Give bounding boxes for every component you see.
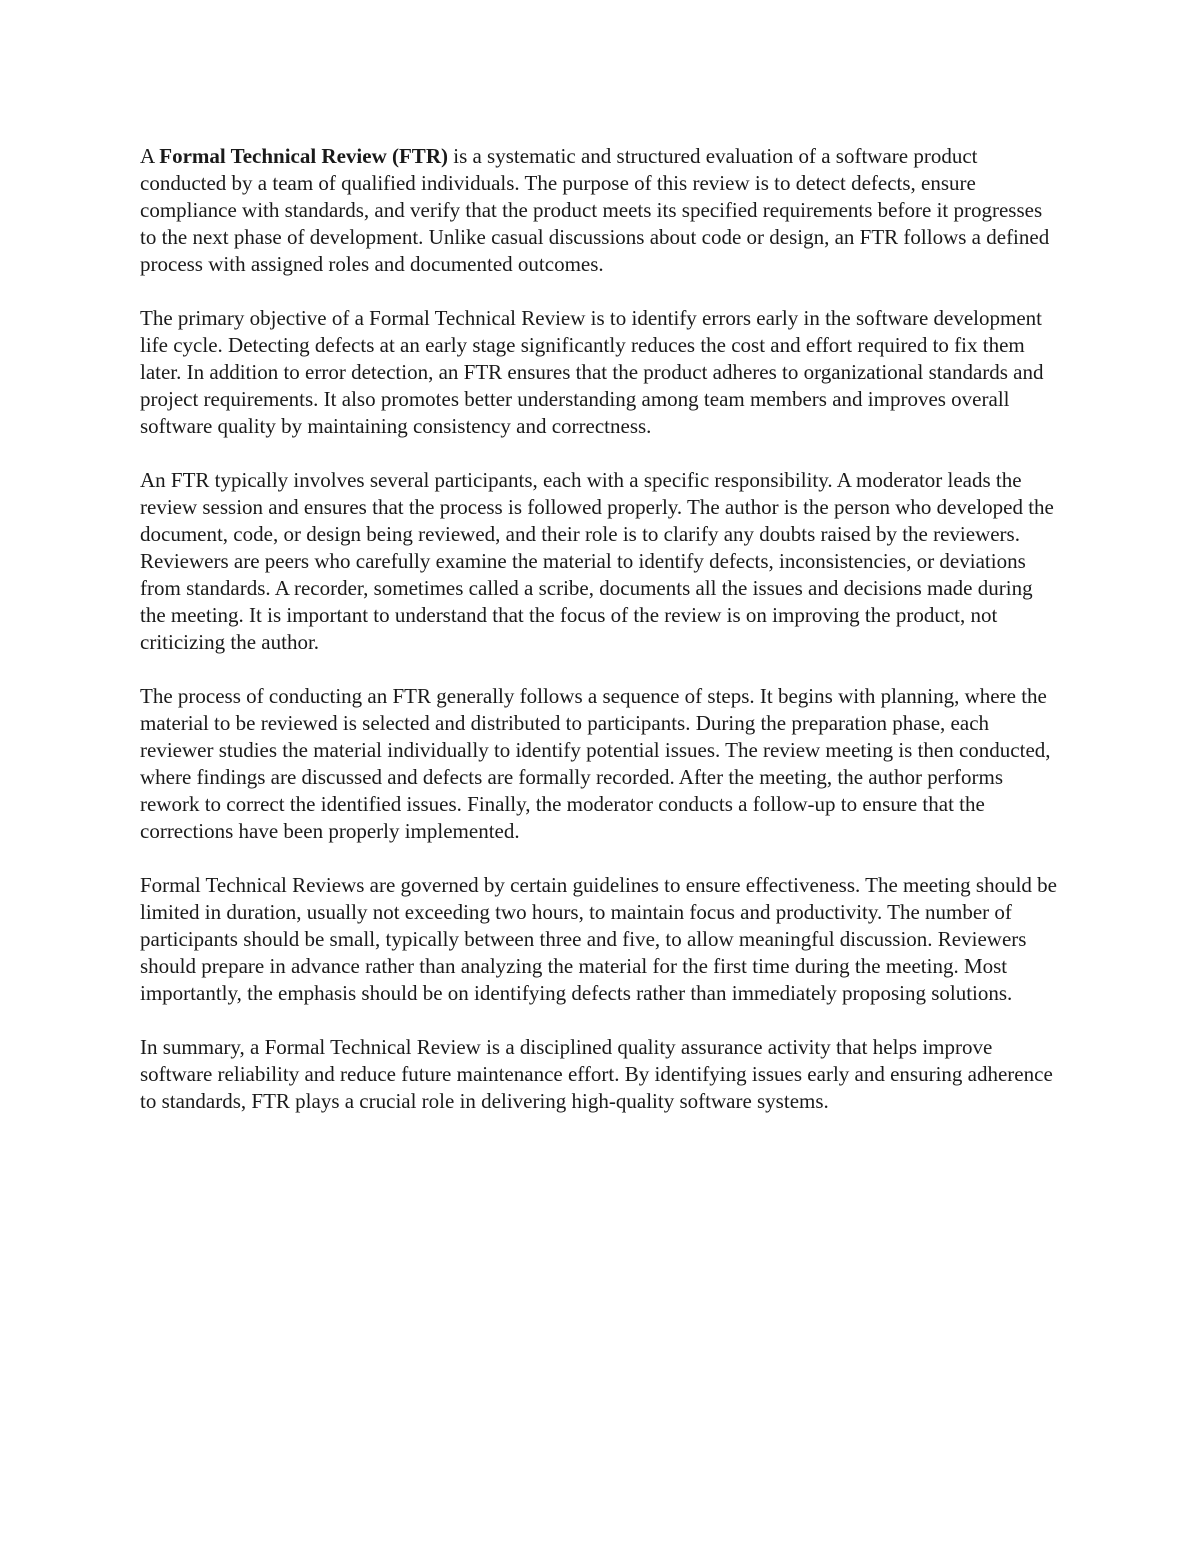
document-body (140, 143, 1062, 1115)
paragraph-process: The process of conducting an FTR generally follows a sequence of steps. It begins with planning, where the material to be reviewed is selected and distributed to participants. During the preparation phase, each reviewer studies the material individually to identify potential issues. The review meeting is then conducted, where findings are discussed and defects are formally recorded. After the meeting, the author performs rework to correct the identified issues. Finally, the moderator conducts a follow-up to ensure that the corrections have been properly implemented. (140, 684, 1051, 843)
paragraph-lead: A (140, 144, 160, 168)
paragraph-guidelines: Formal Technical Reviews are governed by certain guidelines to ensure effectiveness. The meeting should be limited in duration, usually not exceeding two hours, to maintain focus and productivity. The number of participants should be small, typically between three and five, to allow meaningful discussion. Reviewers should prepare in advance rather than analyzing the material for the first time during the meeting. Most importantly, the emphasis should be on identifying defects rather than immediately proposing solutions. (140, 873, 1057, 1005)
paragraph-participants: An FTR typically involves several participants, each with a specific responsibility. A moderator leads the review session and ensures that the process is followed properly. The author is the person who developed the document, code, or design being reviewed, and their role is to clarify any doubts raised by the reviewers. Reviewers are peers who carefully examine the material to identify defects, inconsistencies, or deviations from standards. A recorder, sometimes called a scribe, documents all the issues and decisions made during the meeting. It is important to understand that the focus of the review is on improving the product, not criticizing the author. (140, 468, 1054, 654)
paragraph-ftr-definition (140, 143, 1062, 278)
paragraph-primary-objective: The primary objective of a Formal Technical Review is to identify errors early in the software development life cycle. Detecting defects at an early stage significantly reduces the cost and effort required to fix them later. In addition to error detection, an FTR ensures that the product adheres to organizational standards and project requirements. It also promotes better understanding among team members and improves overall software quality by maintaining consistency and correctness. (140, 306, 1044, 438)
paragraph-text: is a systematic and structured evaluation of a software product conducted by a team of qualified individuals. The purpose of this review is to detect defects, ensure compliance with standards, and verify that the product meets its specified requirements before it progresses to the next phase of development. Unlike casual discussions about code or design, an FTR follows a defined process with assigned roles and documented outcomes. (140, 144, 1050, 276)
paragraph-summary: In summary, a Formal Technical Review is a disciplined quality assurance activity that helps improve software reliability and reduce future maintenance effort. By identifying issues early and ensuring adherence to standards, FTR plays a crucial role in delivering high-quality software systems. (140, 1035, 1053, 1113)
term-formal-technical-review: Formal Technical Review (FTR) (159, 144, 448, 168)
